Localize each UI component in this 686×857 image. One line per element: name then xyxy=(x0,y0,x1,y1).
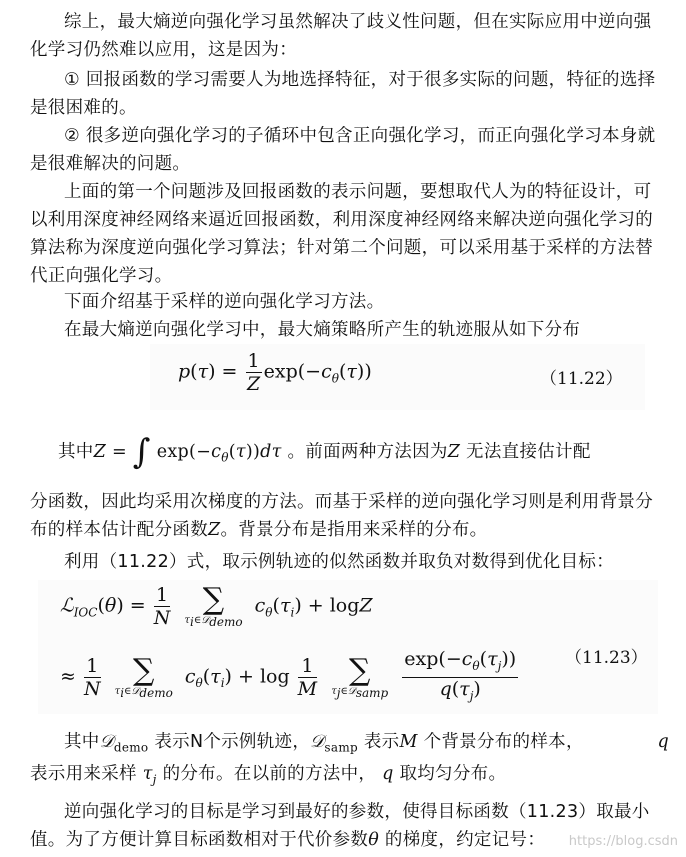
paragraph-point-1: ① 回报函数的学习需要人为地选择特征，对于很多实际的问题，特征的选择是很困难的。 xyxy=(30,70,656,118)
equation-11-22: p(τ) = $\frac{1}{Z}$ $\exp(-c_\theta(\tau))$ xyxy=(178,350,372,395)
paragraph-max-entropy: 在最大熵逆向强化学习中，最大熵策略所产生的轨迹服从如下分布 xyxy=(64,320,581,340)
equation-number-11-23: （11.23） xyxy=(565,648,648,668)
paragraph-symbol-definitions: 其中𝒟$_{demo}$ 表示N个示例轨迹，𝒟$_{samp}$ 表示M 个背景分布的样本， q xyxy=(64,732,669,755)
paragraph-objective-intro: 利用（11.22）式，取示例轨迹的似然函数并取负对数得到优化目标： xyxy=(64,552,614,572)
paragraph-gradient-goal: 逆向强化学习的目标是学习到最好的参数，使得目标函数（11.23）取最小值。为了方便计算目标函数相对于代价参数θ 的梯度，约定记号： xyxy=(30,802,650,850)
paragraph-sampling-distribution: 表示用来采样 $\tau_j$ 的分布。在以前的方法中， q 取均匀分布。 xyxy=(30,764,507,787)
equation-11-23-line-2: ≈ $\frac{1}{N}$ ∑ $\tau_i\in 𝒟_{demo}$ $c_\theta(\tau_i) + \log$ $\frac{1}{M}$ ∑ $\tau_j\in 𝒟_{samp}$ $\frac{\exp(-c_\theta(\tau_j))}{q(\tau_j)}$ xyxy=(60,648,517,703)
paragraph-deep-irl: 上面的第一个问题涉及回报函数的表示问题，要想取代人为的特征设计，可以利用深度神经网络来逼近回报函数，利用深度神经网络来解决逆向强化学习的算法称为深度逆向强化学习算法；针对第二个问题，可以采用基于采样的方法替代正向强化学习。 xyxy=(30,182,653,286)
equation-11-23-line-1: ℒ$_{IOC}$(θ) = $\frac{1}{N}$ ∑ $\tau_i\in 𝒟_{demo}$ $c_\theta(\tau_i) + \log Z$ xyxy=(60,582,373,629)
paragraph-summary: 综上，最大熵逆向强化学习虽然解决了歧义性问题，但在实际应用中逆向强化学习仍然难以应用，这是因为： xyxy=(30,12,652,60)
paragraph-partition-line: 其中Z = ∫ $\exp(-c_\theta(\tau))d\tau$ 。前面两种方法因为Z 无法直接估计配 xyxy=(58,432,591,472)
paragraph-partition-estimate: 分函数，因此均采用次梯度的方法。而基于采样的逆向强化学习则是利用背景分布的样本估计配分函数Z。背景分布是指用来采样的分布。 xyxy=(30,492,653,540)
watermark: https://blog.csdn xyxy=(568,834,678,849)
paragraph-point-2: ② 很多逆向强化学习的子循环中包含正向强化学习，而正向强化学习本身就是很难解决的问题。 xyxy=(30,126,656,174)
paragraph-intro-sampling: 下面介绍基于采样的逆向强化学习方法。 xyxy=(64,292,385,312)
equation-number-11-22: （11.22） xyxy=(540,369,623,389)
